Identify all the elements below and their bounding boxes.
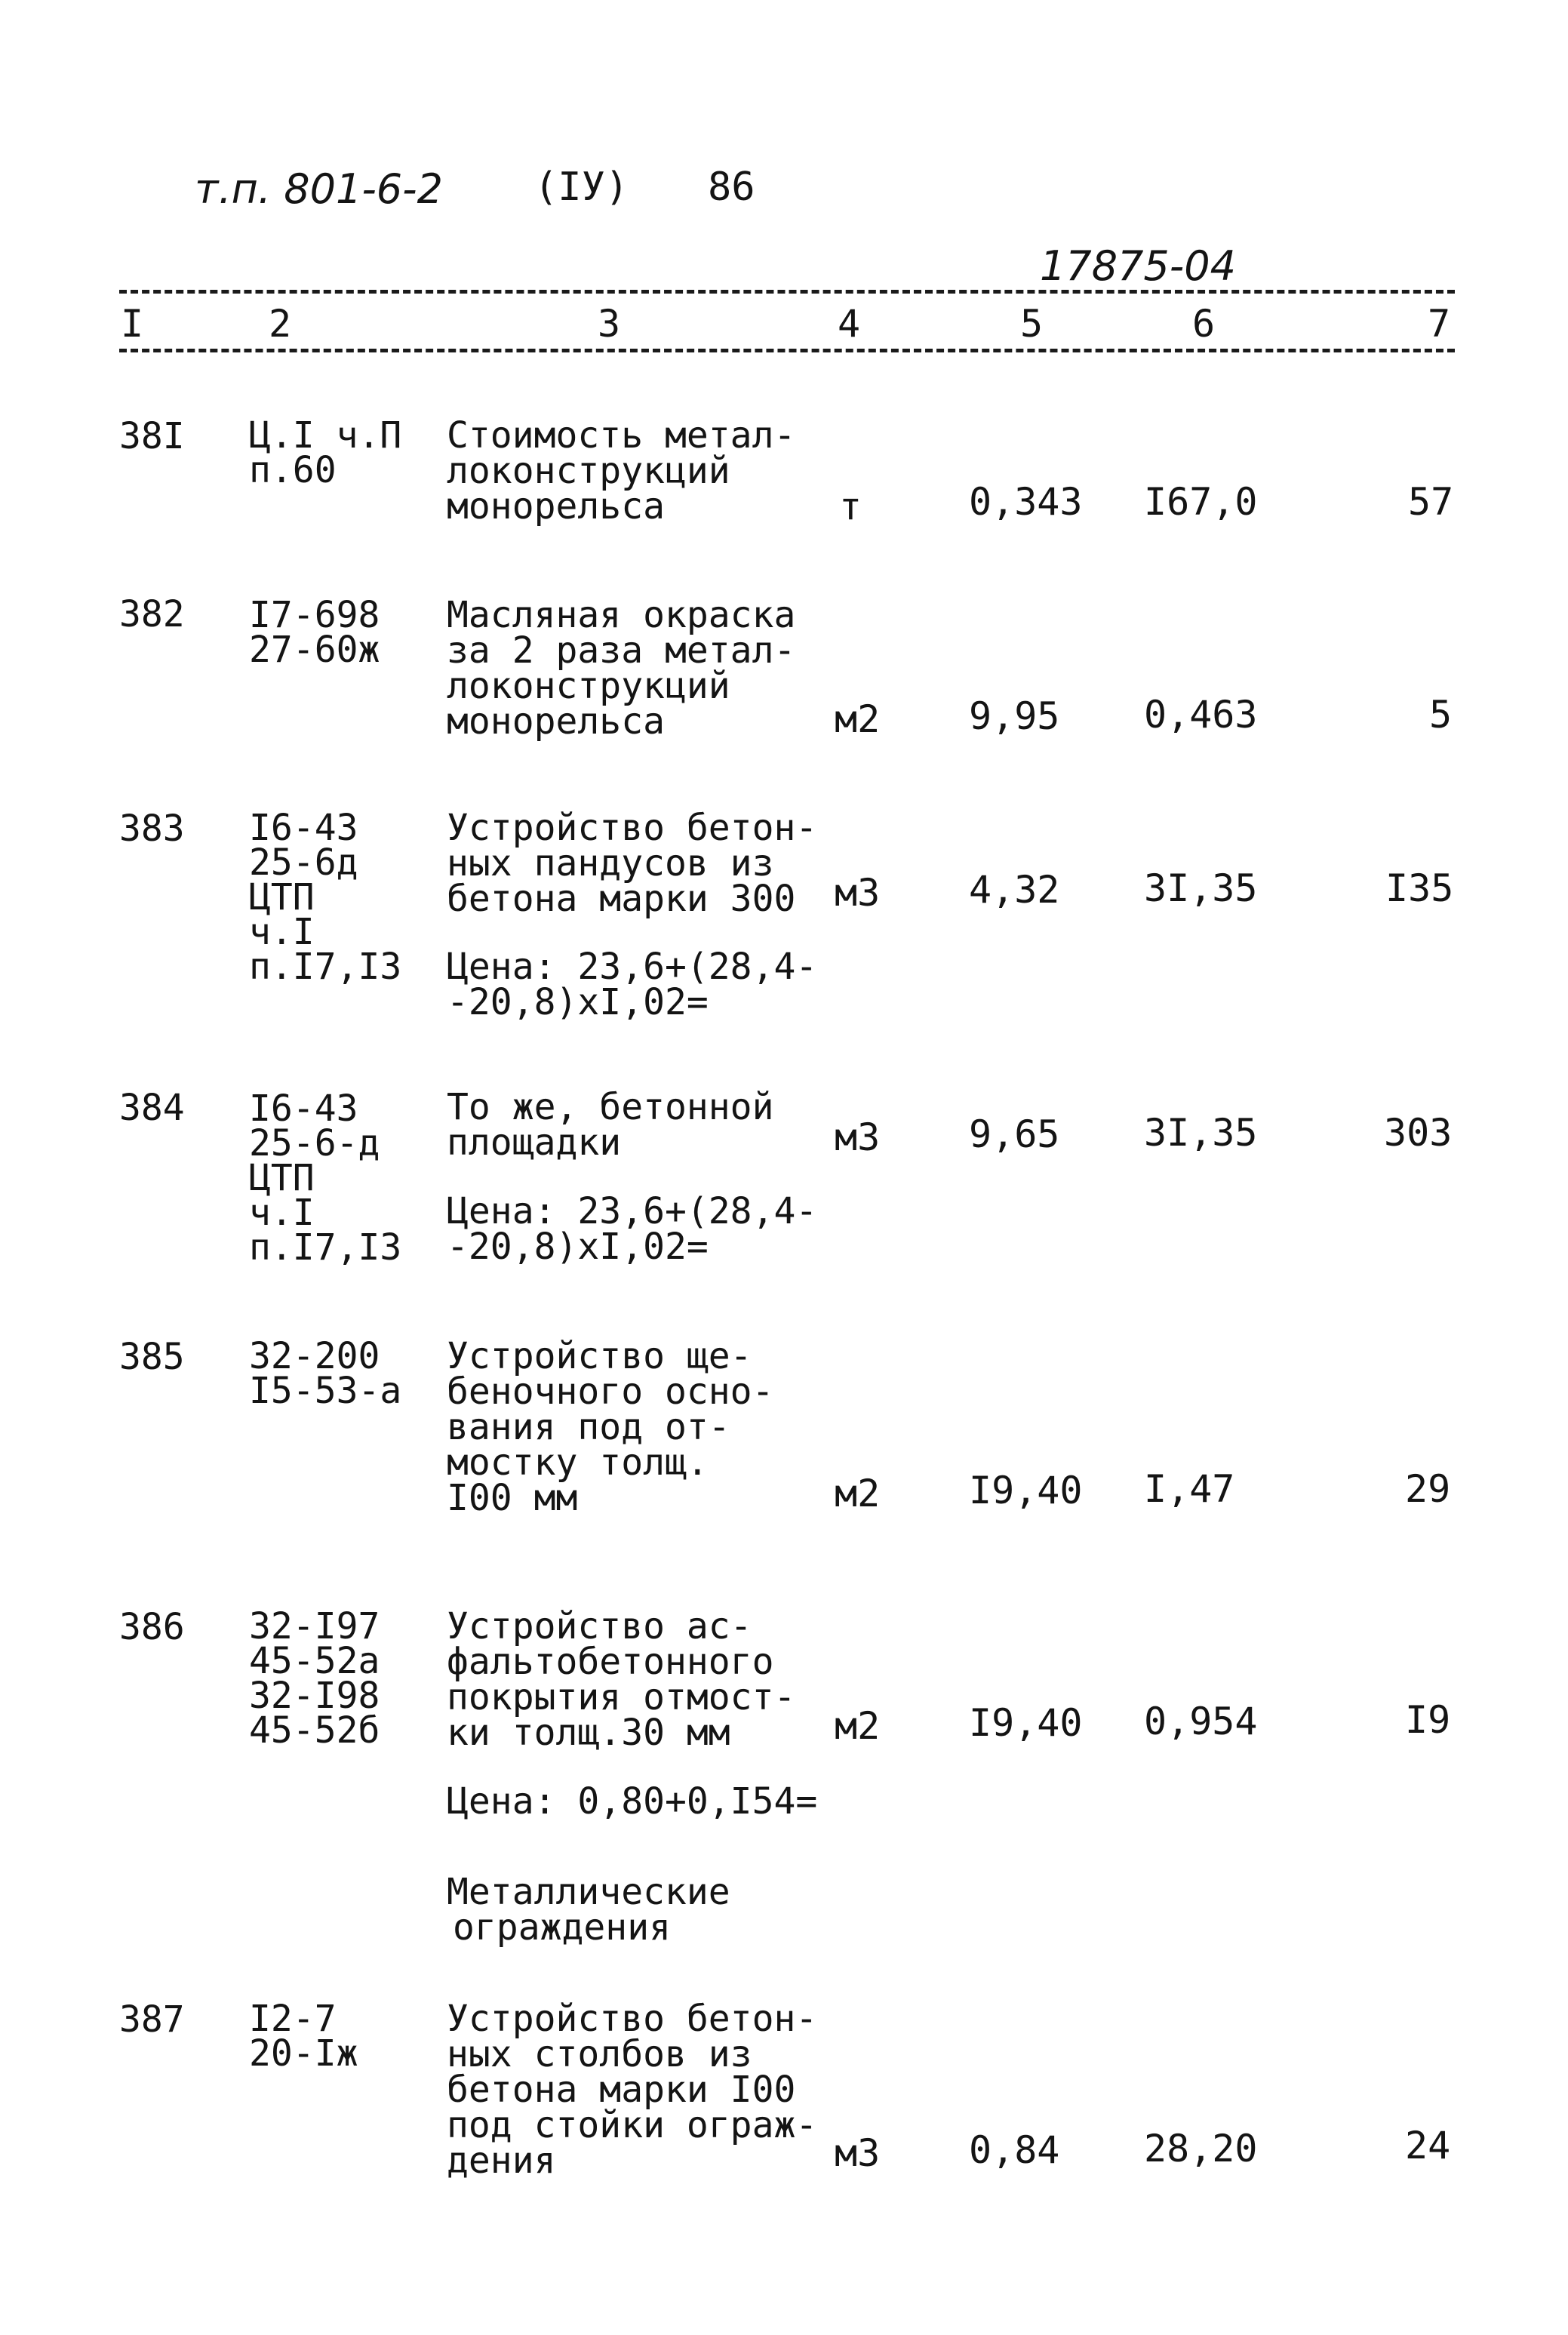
work-description-line: под стойки ограж- <box>447 2104 818 2146</box>
total-cost-cell: 24 <box>1405 2124 1451 2167</box>
quantity-cell: I9,40 <box>969 1701 1083 1745</box>
work-description-line: фальтобетонного <box>447 1641 774 1683</box>
unit-price-cell: 0,463 <box>1144 693 1258 737</box>
work-description-line: бетона марки 300 <box>447 878 796 920</box>
work-description-line: монорельса <box>447 700 665 743</box>
row-number: 38I <box>119 415 185 457</box>
norm-reference-line: 25-6-д <box>249 1122 380 1164</box>
norm-reference-line: п.I7,I3 <box>249 946 402 988</box>
work-description-line: I00 мм <box>447 1477 578 1519</box>
work-description-line: ки толщ.30 мм <box>447 1712 730 1754</box>
price-formula-line: Цена: 23,6+(28,4- <box>447 1190 818 1232</box>
column-number-1: I <box>121 302 144 346</box>
unit-cell: т <box>839 485 862 528</box>
norm-reference-line: 32-200 <box>249 1335 380 1377</box>
work-description-line: вания под от- <box>447 1406 730 1448</box>
price-formula-line: -20,8)хI,02= <box>447 981 709 1023</box>
price-formula-line: -20,8)хI,02= <box>447 1226 709 1268</box>
work-description-line: дения <box>447 2140 556 2182</box>
norm-reference-line: I6-43 <box>249 1088 358 1130</box>
column-number-7: 7 <box>1428 302 1451 346</box>
norm-reference-line: I6-43 <box>249 807 358 849</box>
work-description-line: бетона марки I00 <box>447 2069 796 2111</box>
norm-reference-line: ЦТП <box>249 1157 315 1199</box>
work-description-line: ных столбов из <box>447 2033 752 2075</box>
column-number-4: 4 <box>838 302 861 346</box>
row-number: 382 <box>119 593 185 635</box>
total-cost-cell: 57 <box>1408 480 1454 524</box>
series-number: т.п. 801-6-2 <box>195 165 444 213</box>
column-number-6: 6 <box>1192 302 1216 346</box>
quantity-cell: I9,40 <box>969 1469 1083 1512</box>
work-description-line: локонструкций <box>447 450 730 492</box>
work-description-line: То же, бетонной <box>447 1086 774 1128</box>
work-description-line: покрытия отмост- <box>447 1676 796 1718</box>
quantity-cell: 9,65 <box>969 1112 1060 1156</box>
row-number: 386 <box>119 1606 185 1648</box>
norm-reference-line: 32-I97 <box>249 1605 380 1647</box>
norm-reference-line: 45-52б <box>249 1709 380 1752</box>
norm-reference-line: Ц.I ч.П <box>249 414 402 457</box>
volume-number: (IУ) <box>534 165 629 210</box>
norm-reference-line: п.60 <box>249 449 337 491</box>
work-description-line: Устройство ас- <box>447 1605 752 1647</box>
total-cost-cell: 5 <box>1429 693 1453 737</box>
work-description-line: локонструкций <box>447 665 730 707</box>
quantity-cell: 4,32 <box>969 868 1060 912</box>
norm-reference-line: 27-60ж <box>249 629 380 671</box>
header-rule-top <box>119 290 1455 294</box>
norm-reference-line: I7-698 <box>249 594 380 636</box>
quantity-cell: 0,84 <box>969 2128 1060 2172</box>
norm-reference-line: ч.I <box>249 1192 315 1234</box>
norm-reference-line: I2-7 <box>249 1998 337 2040</box>
page-number: 86 <box>708 165 755 210</box>
row-number: 385 <box>119 1336 185 1378</box>
norm-reference-line: 45-52а <box>249 1640 380 1682</box>
work-description-line: Стоимость метал- <box>447 414 796 457</box>
column-number-2: 2 <box>269 302 292 346</box>
work-description-line: беночного осно- <box>447 1371 774 1413</box>
total-cost-cell: I35 <box>1385 866 1454 910</box>
total-cost-cell: I9 <box>1405 1698 1451 1742</box>
section-heading-line: ограждения <box>453 1906 671 1949</box>
unit-price-cell: I,47 <box>1144 1467 1235 1511</box>
norm-reference-line: 32-I98 <box>249 1675 380 1717</box>
price-formula-line: Цена: 23,6+(28,4- <box>447 946 818 988</box>
work-description-line: за 2 раза метал- <box>447 629 796 672</box>
unit-cell: м3 <box>835 871 881 915</box>
row-number: 384 <box>119 1087 185 1129</box>
work-description-line: мостку толщ. <box>447 1441 709 1484</box>
total-cost-cell: 29 <box>1405 1467 1451 1511</box>
row-number: 383 <box>119 808 185 850</box>
work-description-line: Устройство бетон- <box>447 807 818 849</box>
norm-reference-line: ч.I <box>249 911 315 953</box>
column-number-3: 3 <box>598 302 621 346</box>
quantity-cell: 0,343 <box>969 480 1083 524</box>
unit-price-cell: I67,0 <box>1144 480 1258 524</box>
norm-reference-line: ЦТП <box>249 876 315 918</box>
norm-reference-line: п.I7,I3 <box>249 1226 402 1269</box>
work-description-line: Устройство ще- <box>447 1335 752 1377</box>
unit-cell: м3 <box>835 2131 881 2175</box>
unit-price-cell: 28,20 <box>1144 2127 1258 2170</box>
row-number: 387 <box>119 1998 185 2041</box>
unit-cell: м2 <box>835 1704 881 1748</box>
work-description-line: Масляная окраска <box>447 594 796 636</box>
section-heading-line: Металлические <box>447 1871 730 1913</box>
unit-cell: м2 <box>835 1472 881 1515</box>
unit-cell: м3 <box>835 1115 881 1159</box>
header-rule-bottom <box>119 349 1455 352</box>
unit-cell: м2 <box>835 697 881 741</box>
norm-reference-line: 25-6д <box>249 841 358 884</box>
norm-reference-line: I5-53-а <box>249 1370 402 1412</box>
inventory-number: 17875-04 <box>1040 242 1236 290</box>
work-description-line: монорельса <box>447 485 665 528</box>
column-number-5: 5 <box>1020 302 1044 346</box>
quantity-cell: 9,95 <box>969 694 1060 738</box>
unit-price-cell: 0,954 <box>1144 1700 1258 1743</box>
work-description-line: ных пандусов из <box>447 842 774 884</box>
unit-price-cell: 3I,35 <box>1144 866 1258 910</box>
unit-price-cell: 3I,35 <box>1144 1111 1258 1155</box>
price-formula-line: Цена: 0,80+0,I54= <box>447 1780 818 1823</box>
work-description-line: Устройство бетон- <box>447 1998 818 2040</box>
norm-reference-line: 20-Iж <box>249 2032 358 2075</box>
work-description-line: площадки <box>447 1121 622 1164</box>
total-cost-cell: 303 <box>1384 1111 1453 1155</box>
